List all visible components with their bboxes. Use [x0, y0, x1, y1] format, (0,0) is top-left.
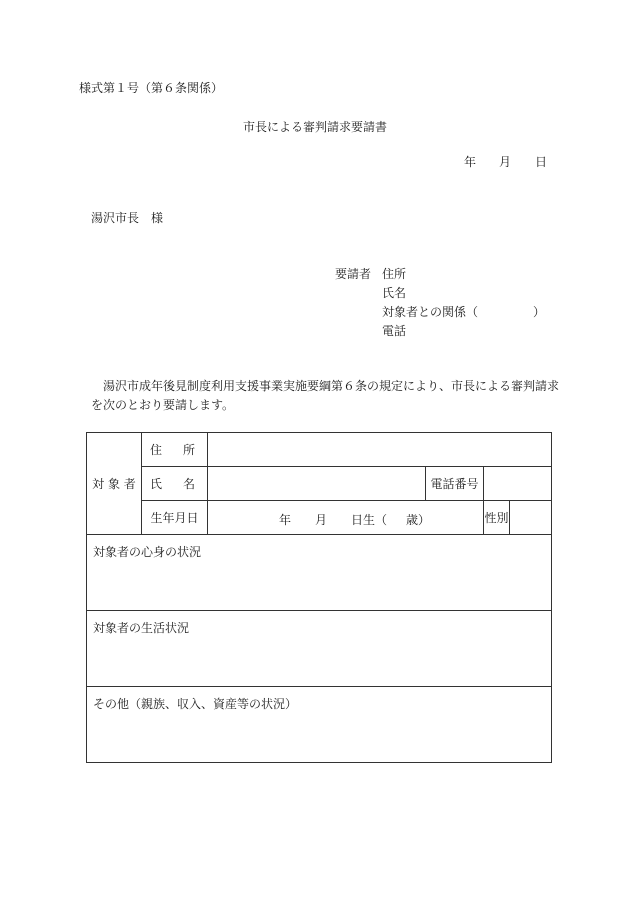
birth-date-field[interactable]	[208, 501, 484, 535]
birth-month-label: 月	[315, 513, 328, 527]
mental-physical-condition-field[interactable]	[87, 535, 552, 611]
living-condition-field[interactable]	[87, 611, 552, 687]
date-month: 月	[499, 155, 512, 169]
form-number: 様式第１号（第６条関係）	[79, 81, 224, 95]
table-row	[87, 535, 552, 611]
table-row	[87, 433, 552, 467]
phone-number-label: 電話番号	[426, 467, 484, 501]
living-condition-label: 対象者の生活状況	[93, 621, 190, 635]
subject-label: 対 象 者	[87, 433, 142, 535]
table-row	[87, 611, 552, 687]
other-condition-label: その他（親族、収入、資産等の状況）	[93, 697, 298, 711]
birth-date-label: 生年月日	[142, 501, 208, 535]
requester-address-label: 住所	[382, 267, 407, 281]
requester-name-label: 氏名	[382, 286, 407, 300]
body-text-line2: を次のとおり要請します。	[91, 398, 235, 412]
birth-day-label: 日生（	[351, 513, 388, 527]
sex-label: 性別	[484, 501, 510, 535]
request-form-table	[86, 432, 552, 763]
name-label-cell	[142, 467, 208, 501]
other-condition-field[interactable]	[87, 687, 552, 763]
name-field[interactable]	[208, 467, 426, 501]
address-label-char2: 所	[182, 443, 195, 457]
name-label-char2: 名	[182, 477, 195, 491]
requester-relation-close: ）	[533, 305, 546, 319]
mental-physical-condition-label: 対象者の心身の状況	[93, 545, 202, 559]
table-row	[87, 467, 552, 501]
addressee: 湯沢市長 様	[91, 211, 164, 225]
requester-phone-label: 電話	[382, 324, 407, 338]
address-label-char1: 住	[150, 443, 163, 457]
date-year: 年	[464, 155, 477, 169]
sex-field[interactable]	[510, 501, 552, 535]
age-label: 歳）	[406, 513, 431, 527]
document-title: 市長による審判請求要請書	[243, 120, 388, 134]
table-row	[87, 501, 552, 535]
address-field[interactable]	[208, 433, 552, 467]
name-label-char1: 氏	[150, 477, 163, 491]
phone-number-field[interactable]	[484, 467, 552, 501]
requester-relation-label: 対象者との関係（	[382, 305, 479, 319]
date-day: 日	[535, 155, 548, 169]
requester-label: 要請者	[335, 267, 372, 281]
body-text-line1: 湯沢市成年後見制度利用支援事業実施要綱第６条の規定により、市長による審判請求	[103, 379, 560, 393]
table-row	[87, 687, 552, 763]
birth-year-label: 年	[279, 513, 292, 527]
address-label-cell	[142, 433, 208, 467]
